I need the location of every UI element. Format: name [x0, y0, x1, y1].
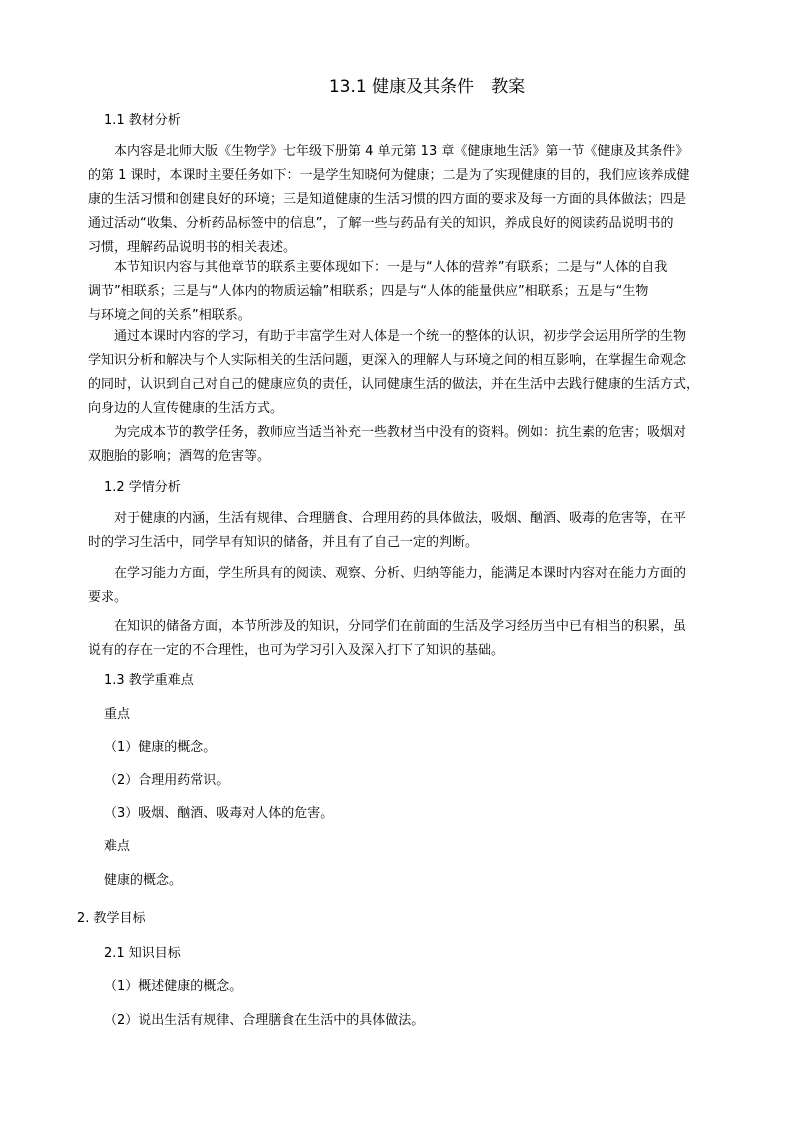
paragraph-line: 要求。: [88, 590, 128, 605]
paragraph-line: 双胞胎的影响；酒驾的危害等。: [88, 449, 271, 464]
paragraph-line: 学知识分析和解决与个人实际相关的生活问题，更深入的理解人与环境之间的相互影响，在掌握生命观念: [88, 353, 687, 368]
paragraph-line: 对于健康的内涵，生活有规律、合理膳食、合理用药的具体做法，吸烟、酗酒、吸毒的危害等，在平: [88, 511, 687, 526]
key-point-item: （1）健康的概念。: [104, 740, 217, 755]
key-point-item: （3）吸烟、酗酒、吸毒对人体的危害。: [104, 806, 334, 821]
section-1-2-heading: 1.2 学情分析: [104, 480, 181, 495]
paragraph-line: 通过活动“收集、分析药品标签中的信息”，了解一些与药品有关的知识，养成良好的阅读药品说明书的: [88, 216, 674, 231]
difficulty-text: 健康的概念。: [104, 873, 183, 888]
paragraph-line: 的第 1 课时，本课时主要任务如下：一是学生知晓何为健康；二是为了实现健康的目的，我们应该养成健: [88, 168, 690, 183]
key-points-label: 重点: [104, 707, 131, 722]
paragraph-line: 在知识的储备方面，本节所涉及的知识，分同学们在前面的生活及学习经历当中已有相当的积累，虽: [88, 619, 687, 634]
key-point-item: （2）合理用药常识。: [104, 773, 230, 788]
section-2-heading: 2. 教学目标: [77, 911, 146, 926]
paragraph-line: 向身边的人宣传健康的生活方式。: [88, 401, 284, 416]
section-1-1-paragraph-4: [88, 421, 718, 469]
section-1-3-heading: 1.3 教学重难点: [104, 673, 194, 688]
section-1-2-paragraph-1: [88, 507, 718, 555]
paragraph-line: 时的学习生活中，同学早有知识的储备，并且有了自己一定的判断。: [88, 535, 479, 550]
section-1-2-paragraph-3: [88, 615, 718, 663]
difficulty-label: 难点: [104, 839, 131, 854]
objective-item: （1）概述健康的概念。: [104, 979, 243, 994]
section-1-1-paragraph-3: [88, 325, 718, 421]
paragraph-line: 通过本课时内容的学习，有助于丰富学生对人体是一个统一的整体的认识，初步学会运用所学的生物: [88, 329, 687, 344]
section-1-1-paragraph-1: [88, 140, 718, 260]
paragraph-line: 调节”相联系；三是与“人体内的物质运输”相联系；四是与“人体的能量供应”相联系；五是与“生物: [88, 284, 649, 299]
section-1-1-heading: 1.1 教材分析: [104, 113, 181, 128]
paragraph-line: 说有的存在一定的不合理性，也可为学习引入及深入打下了知识的基础。: [88, 643, 505, 658]
paragraph-line: 与环境之间的关系”相联系。: [88, 308, 251, 323]
paragraph-line: 康的生活习惯和创建良好的环境；三是知道健康的生活习惯的四方面的要求及每一方面的具体做法；四是: [88, 192, 687, 207]
section-1-1-paragraph-2: [88, 256, 718, 328]
section-2-1-heading: 2.1 知识目标: [104, 946, 181, 961]
section-1-2-paragraph-2: [88, 562, 718, 610]
paragraph-line: 习惯，理解药品说明书的相关表述。: [88, 240, 297, 255]
objective-item: （2）说出生活有规律、合理膳食在生活中的具体做法。: [104, 1013, 425, 1028]
paragraph-line: 本节知识内容与其他章节的联系主要体现如下：一是与“人体的营养”有联系；二是与“人体的自我: [88, 260, 668, 275]
document-title: 13.1 健康及其条件 教案: [328, 77, 526, 97]
paragraph-line: 为完成本节的教学任务，教师应当适当补充一些教材当中没有的资料。例如：抗生素的危害；吸烟对: [88, 425, 687, 440]
paragraph-line: 的同时，认识到自己对自己的健康应负的责任，认同健康生活的做法，并在生活中去践行健康的生活方式，: [88, 377, 700, 392]
paragraph-line: 本内容是北师大版《生物学》七年级下册第 4 单元第 13 章《健康地生活》第一节《健康及其条件》: [88, 144, 689, 159]
paragraph-line: 在学习能力方面，学生所具有的阅读、观察、分析、归纳等能力，能满足本课时内容对在能力方面的: [88, 566, 687, 581]
